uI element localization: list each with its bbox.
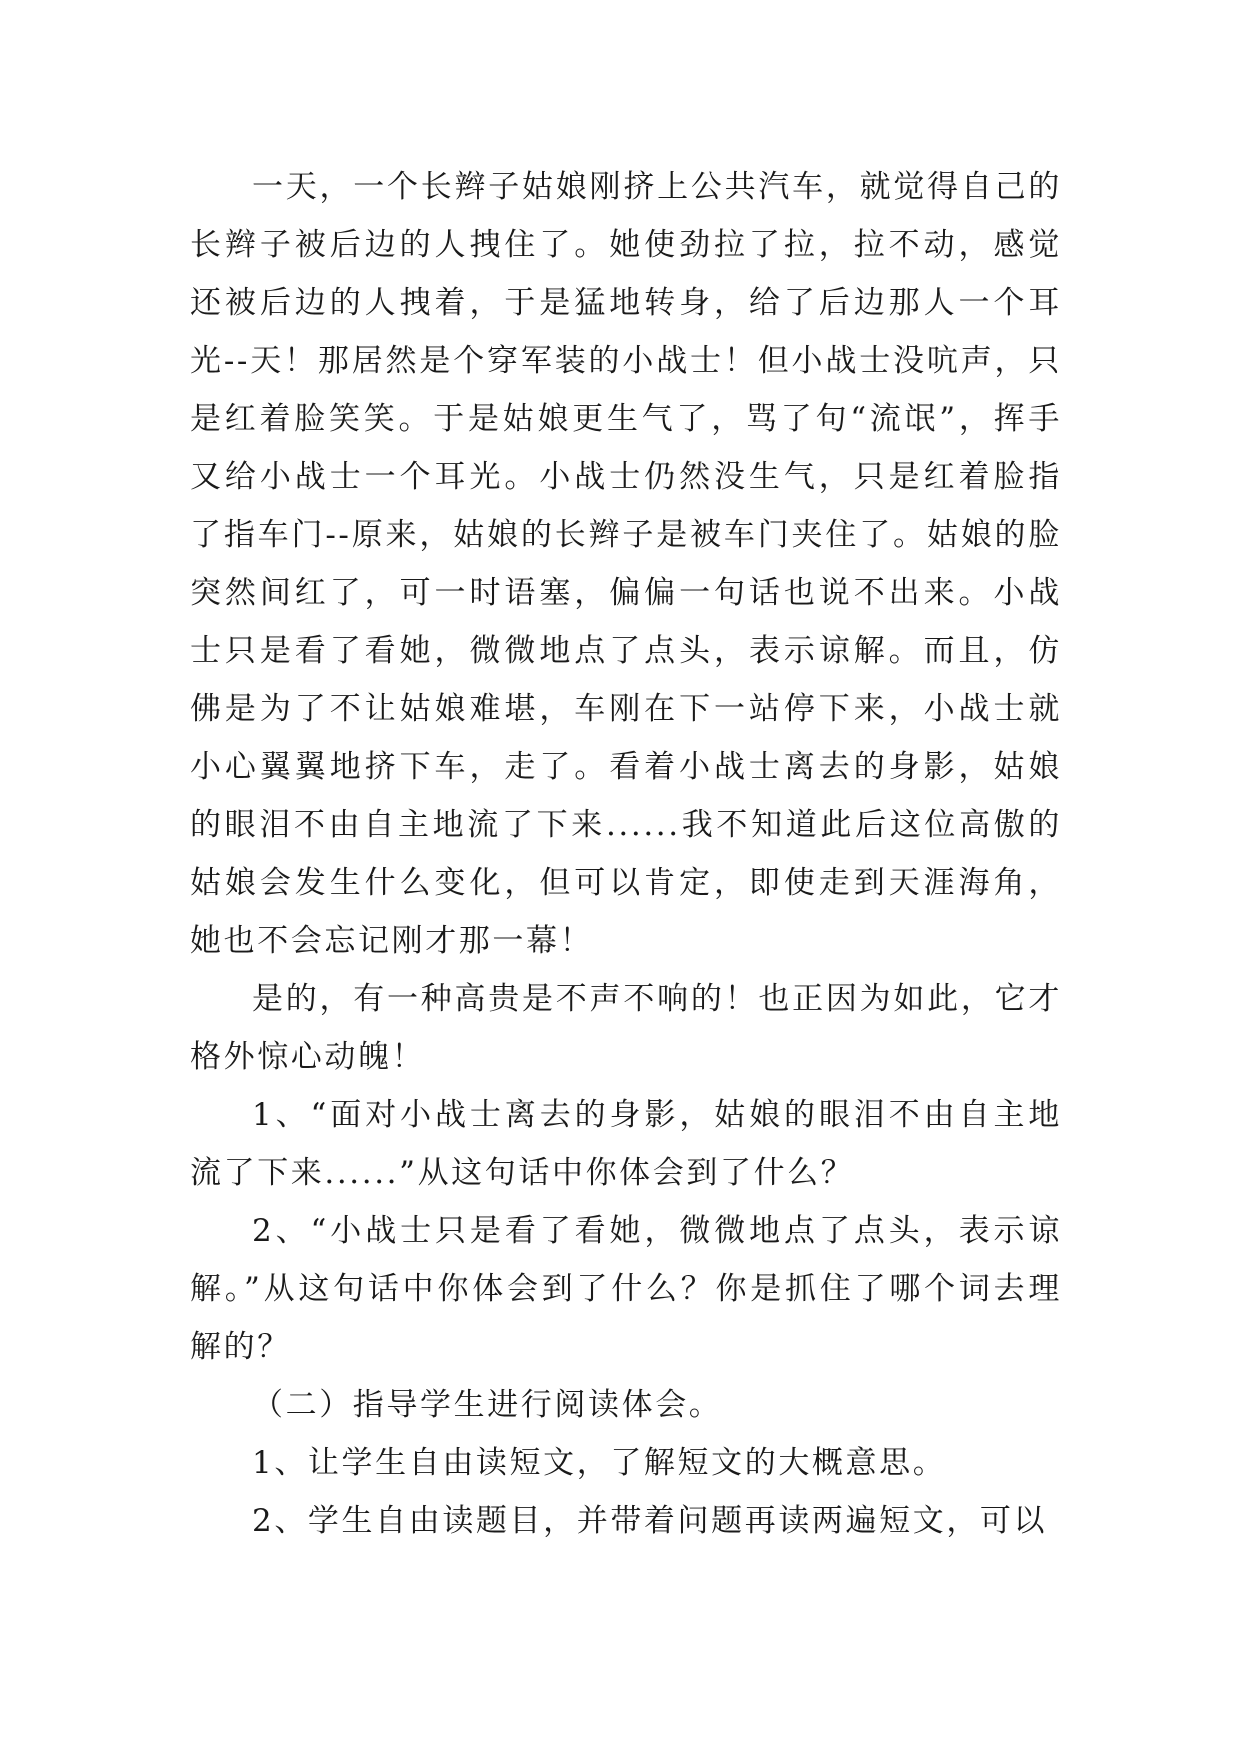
story-paragraph: 一天，一个长辫子姑娘刚挤上公共汽车，就觉得自己的长辫子被后边的人拽住了。她使劲拉了拉，拉不动，感觉还被后边的人拽着，于是猛地转身，给了后边那人一个耳光--天！那居然是个穿军装的小战士！但小战士没吭声，只是红着脸笑笑。于是姑娘更生气了，骂了句“流氓”，挥手又给小战士一个耳光。小战士仍然没生气，只是红着脸指了指车门--原来，姑娘的长辫子是被车门夹住了。姑娘的脸突然间红了，可一时语塞，偏偏一句话也说不出来。小战士只是看了看她，微微地点了点头，表示谅解。而且，仿佛是为了不让姑娘难堪，车刚在下一站停下来，小战士就小心翼翼地挤下车，走了。看着小战士离去的身影，姑娘的眼泪不由自主地流了下来......我不知道此后这位高傲的姑娘会发生什么变化，但可以肯定，即使走到天涯海角，她也不会忘记刚才那一幕！ (190, 169, 1062, 959)
question-1: 1、“面对小战士离去的身影，姑娘的眼泪不由自主地流了下来......”从这句话中你体会到了什么？ (190, 1097, 1062, 1191)
body-text (190, 158, 1062, 1550)
step-2: 2、学生自由读题目，并带着问题再读两遍短文，可以 (252, 1503, 1048, 1539)
question-2: 2、“小战士只是看了看她，微微地点了点头，表示谅解。”从这句话中你体会到了什么？你是抓住了哪个词去理解的？ (190, 1213, 1062, 1365)
step-1: 1、让学生自由读短文，了解短文的大概意思。 (252, 1445, 947, 1481)
section-heading: （二）指导学生进行阅读体会。 (252, 1387, 723, 1423)
conclusion-paragraph: 是的，有一种高贵是不声不响的！也正因为如此，它才格外惊心动魄！ (190, 981, 1062, 1075)
